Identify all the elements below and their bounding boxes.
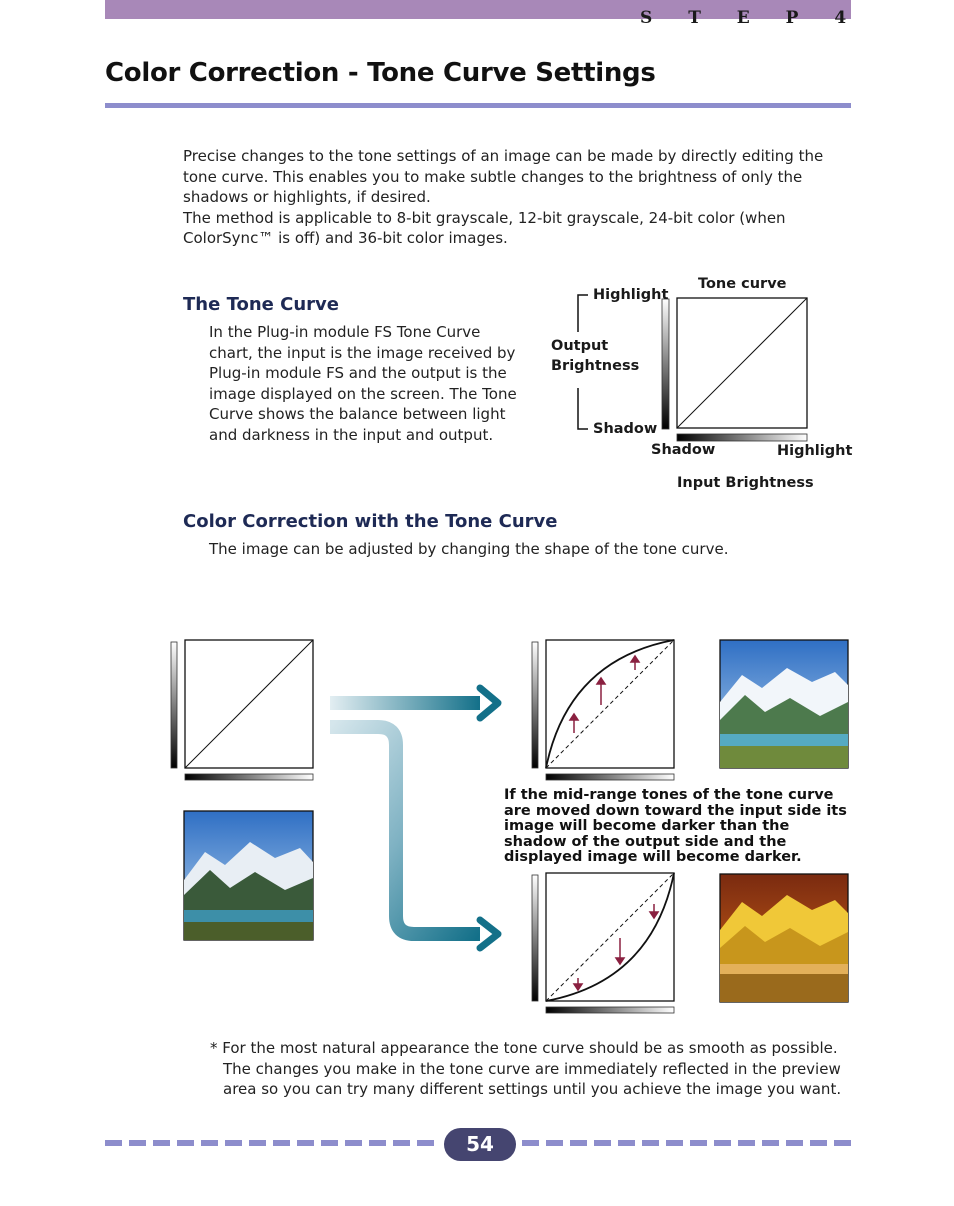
input-brightness-label: Input Brightness [677,475,814,491]
tone-curve-heading: The Tone Curve [183,294,339,315]
shadow-left-label: Shadow [593,421,658,437]
tone-curve-body: In the Plug-in module FS Tone Curve chart, the input is the image received by Plug-in module FS and the output is the image displayed on the screen. The Tone Curve shows the balance between light and darkness in the input and output. [209,323,517,444]
original-photo [184,811,313,940]
highlight-top-label: Highlight [593,287,669,303]
brighter-curve [532,640,674,780]
brightness-label: Brightness [551,358,640,374]
step-label: S T E P 4 [640,8,862,28]
darker-photo [720,874,848,1002]
arrow-to-brighter [330,688,498,718]
output-label: Output [551,338,609,354]
tone-curve-label: Tone curve [698,276,787,292]
output-bracket-bottom [578,388,588,429]
footnote-line-2: The changes you make in the tone curve are immediately reflected in the preview area so you can try many different settings until you achieve the image you want. [223,1059,842,1098]
footnote [210,1038,850,1100]
correction-heading: Color Correction with the Tone Curve [183,511,558,532]
darker-caption: If the mid-range tones of the tone curve are moved down toward the input side its image will become darker than the shadow of the output side and the displayed image will become darker. [504,787,847,866]
tone-curve-diagram [540,270,860,500]
page-number: 54 [444,1128,516,1161]
darker-curve [532,873,674,1013]
intro-paragraph-2: The method is applicable to 8-bit grayscale, 12-bit grayscale, 24-bit color (when ColorSync™ is off) and 36-bit color images. [183,208,786,247]
title-divider [105,103,851,108]
intro-text [183,146,843,249]
highlight-bottom-label: Highlight [777,443,853,459]
input-gradient-bar [677,434,807,441]
footnote-line-1: * For the most natural appearance the tone curve should be as smooth as possible. [210,1039,838,1057]
page-title: Color Correction - Tone Curve Settings [105,58,656,88]
arrow-to-darker [330,727,498,948]
output-bracket-top [578,295,588,332]
shadow-bottom-label: Shadow [651,442,716,458]
brighter-photo [720,640,848,768]
original-curve [171,640,313,780]
correction-body: The image can be adjusted by changing the shape of the tone curve. [209,540,729,558]
intro-paragraph-1: Precise changes to the tone settings of an image can be made by directly editing the tone curve. This enables you to make subtle changes to the brightness of only the shadows or highlights, if desired. [183,147,824,206]
output-gradient-bar [662,299,669,429]
